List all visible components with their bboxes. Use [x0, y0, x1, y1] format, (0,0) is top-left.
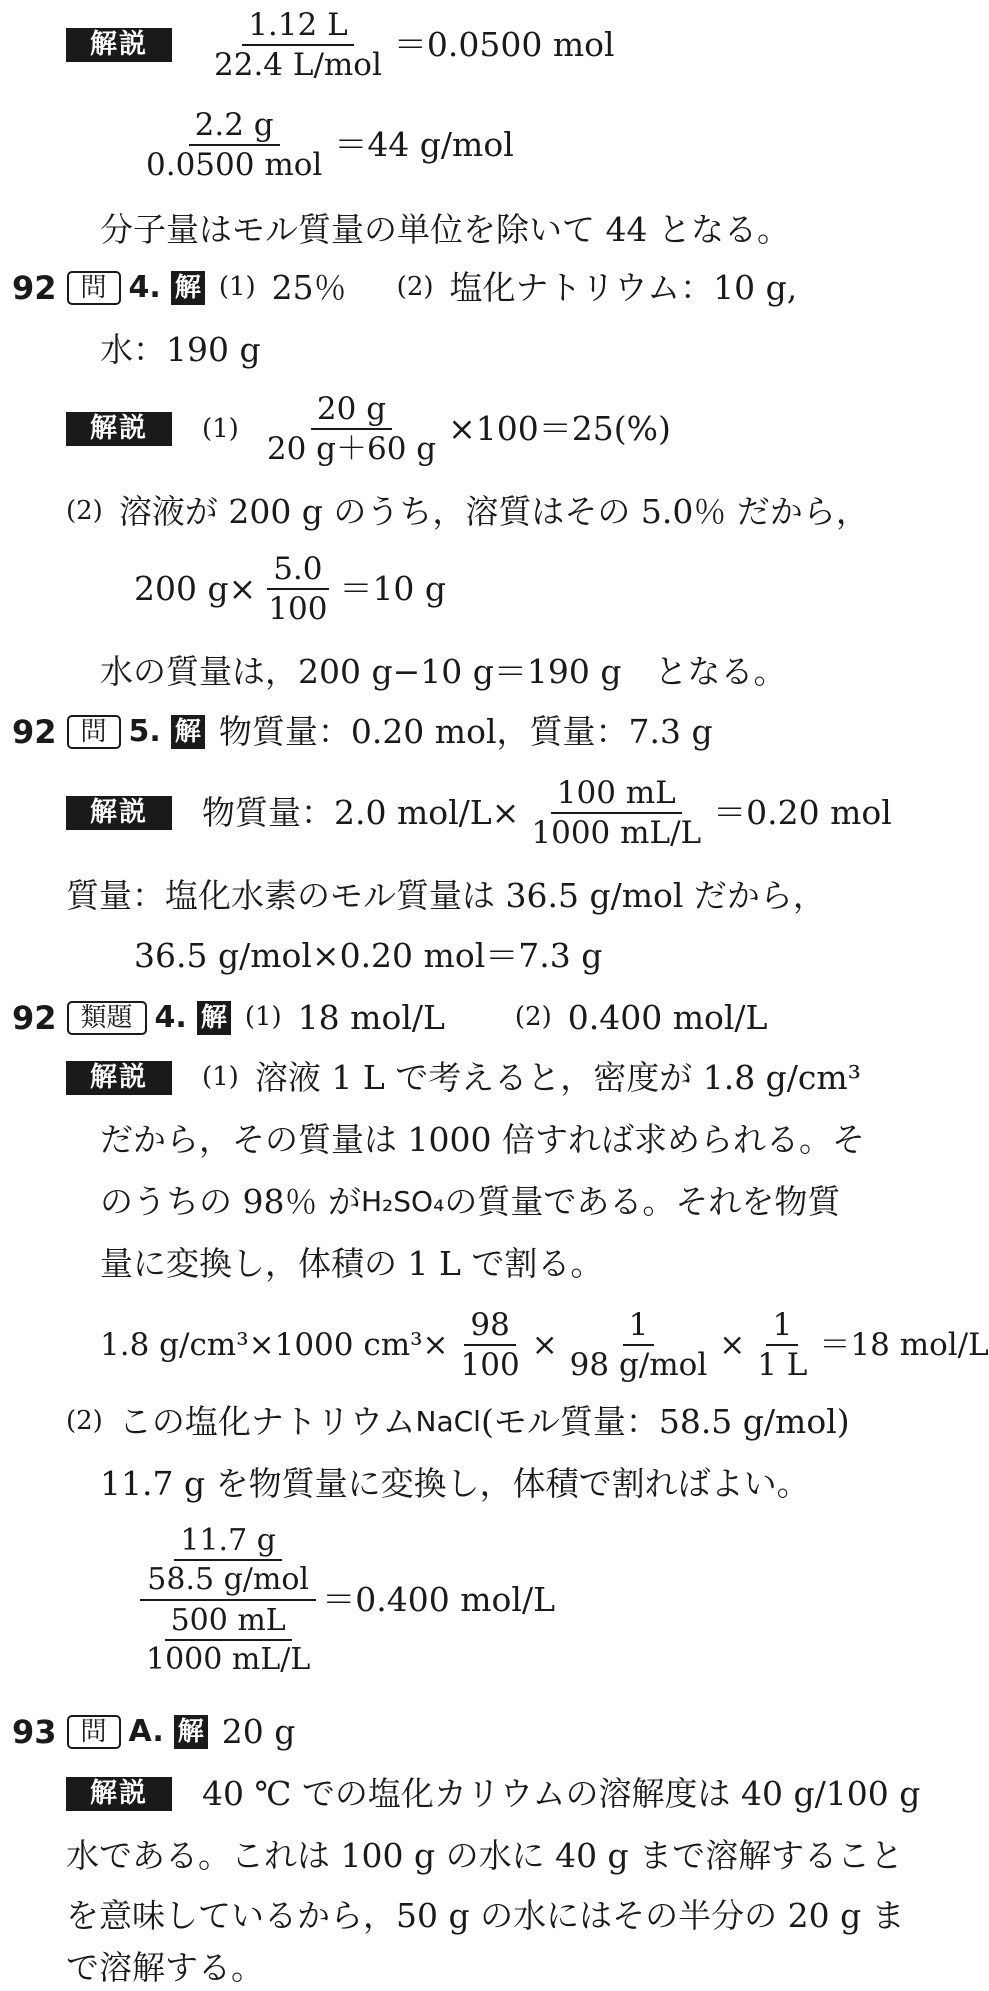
- kai-badge: 解: [197, 1001, 231, 1035]
- text-line: (2) 溶液が 200 g のうち，溶質はその 5.0％ だから，: [66, 492, 869, 531]
- kaisetsu-badge: 解説: [66, 1777, 172, 1811]
- question-header: 92 問 5. 解 物質量：0.20 mol，質量：7.3 g: [12, 712, 713, 751]
- eq-percent: 解説 (1) $\frac{20 g}{20 g+60 g}$ ×100＝25(%): [66, 392, 671, 466]
- question-type-box: 問: [67, 715, 121, 749]
- text-line: で溶解する。: [66, 1948, 264, 1987]
- kai-badge: 解: [171, 271, 205, 305]
- nested-fraction: 11.7 g 58.5 g/mol 500 mL 1000 mL/L: [140, 1524, 316, 1676]
- question-type-box: 問: [67, 271, 121, 305]
- eq-concentration: 1.8 g/cm³×1000 cm³× $\frac{98}{100}$ × $\frac{1}{\text{98 g/mol}}$ × $\frac{1}{1 L}$ ＝18 mol/L: [100, 1307, 989, 1384]
- text-line: 質量：塩化水素のモル質量は 36.5 g/mol だから，: [66, 876, 826, 915]
- fraction: $\frac{98}{100}$: [460, 1307, 520, 1384]
- question-header: 92 問 4. 解 (1) 25％ (2) 塩化ナトリウム：10 g,: [12, 268, 798, 307]
- fraction: $\frac{1}{\text{98 g/mol}}$: [569, 1307, 708, 1384]
- question-header: 93 問 A. 解 20 g: [12, 1712, 296, 1751]
- kaisetsu-badge: 解説: [66, 1061, 172, 1095]
- text-line: 11.7 g を物質量に変換し，体積で割ればよい。: [100, 1464, 810, 1503]
- question-header: 92 類題 4. 解 (1) 18 mol/L (2) 0.400 mol/L: [12, 998, 768, 1037]
- text-line: 水：190 g: [100, 330, 261, 369]
- text-line: 分子量はモル質量の単位を除いて 44 となる。: [100, 210, 790, 249]
- kaisetsu-badge: 解説: [66, 28, 172, 62]
- question-type-box: 問: [67, 1715, 121, 1749]
- text-line: だから，その質量は 1000 倍すれば求められる。そ: [100, 1120, 865, 1159]
- eq-nested-fraction: 11.7 g 58.5 g/mol 500 mL 1000 mL/L ＝0.400 mol/L: [134, 1524, 555, 1676]
- text-line: 解説 (1) 溶液 1 L で考えると，密度が 1.8 g/cm³: [66, 1058, 861, 1098]
- eq-amount: 解説 物質量：2.0 mol/L× $\frac{100 mL}{1000 mL/L}$ ＝0.20 mol: [66, 776, 892, 850]
- text-line: 水の質量は，200 g−10 g＝190 g となる。: [100, 652, 787, 691]
- kai-badge: 解: [174, 1715, 208, 1749]
- fraction: $\frac{1.12 L}{\text{22.4 L/mol}}$: [214, 7, 382, 84]
- chemical-formula: H₂SO₄: [360, 1185, 445, 1218]
- chemical-formula: NaCl: [415, 1405, 481, 1438]
- text-line: (2) この塩化ナトリウム NaCl (モル質量：58.5 g/mol): [66, 1402, 850, 1441]
- text-line: のうちの 98％ が H₂SO₄ の質量である。それを物質: [100, 1182, 841, 1221]
- kaisetsu-badge: 解説: [66, 796, 172, 830]
- fraction: $\frac{2.2 g}{\text{0.0500 mol}}$: [146, 107, 323, 184]
- fraction: $\frac{100 mL}{1000 mL/L}$: [531, 775, 702, 852]
- text-line: を意味しているから，50 g の水にはその半分の 20 g ま: [66, 1896, 905, 1935]
- text-line: 水である。これは 100 g の水に 40 g まで溶解すること: [66, 1836, 904, 1875]
- fraction: $\frac{5.0}{100}$: [268, 551, 328, 628]
- kaisetsu-badge: 解説: [66, 412, 172, 446]
- fraction-bar: [140, 1599, 316, 1601]
- question-type-box: 類題: [67, 1001, 147, 1035]
- eq-solute: 200 g× $\frac{5.0}{100}$ ＝10 g: [134, 551, 447, 628]
- text-line: 解説 40 ℃ での塩化カリウムの溶解度は 40 g/100 g: [66, 1774, 920, 1814]
- eq-molar-volume: 解説 $\frac{1.12 L}{\text{22.4 L/mol}}$ ＝0.0500 mol: [66, 8, 615, 82]
- text-line: 量に変換し，体積の 1 L で割る。: [100, 1244, 604, 1283]
- eq-molar-mass: $\frac{2.2 g}{\text{0.0500 mol}}$ ＝44 g/mol: [134, 108, 514, 182]
- text-line: 36.5 g/mol×0.20 mol＝7.3 g: [134, 936, 603, 975]
- kai-badge: 解: [171, 715, 205, 749]
- fraction: $\frac{1}{1 L}$: [757, 1307, 808, 1384]
- fraction: $\frac{20 g}{20 g+60 g}$: [266, 391, 437, 468]
